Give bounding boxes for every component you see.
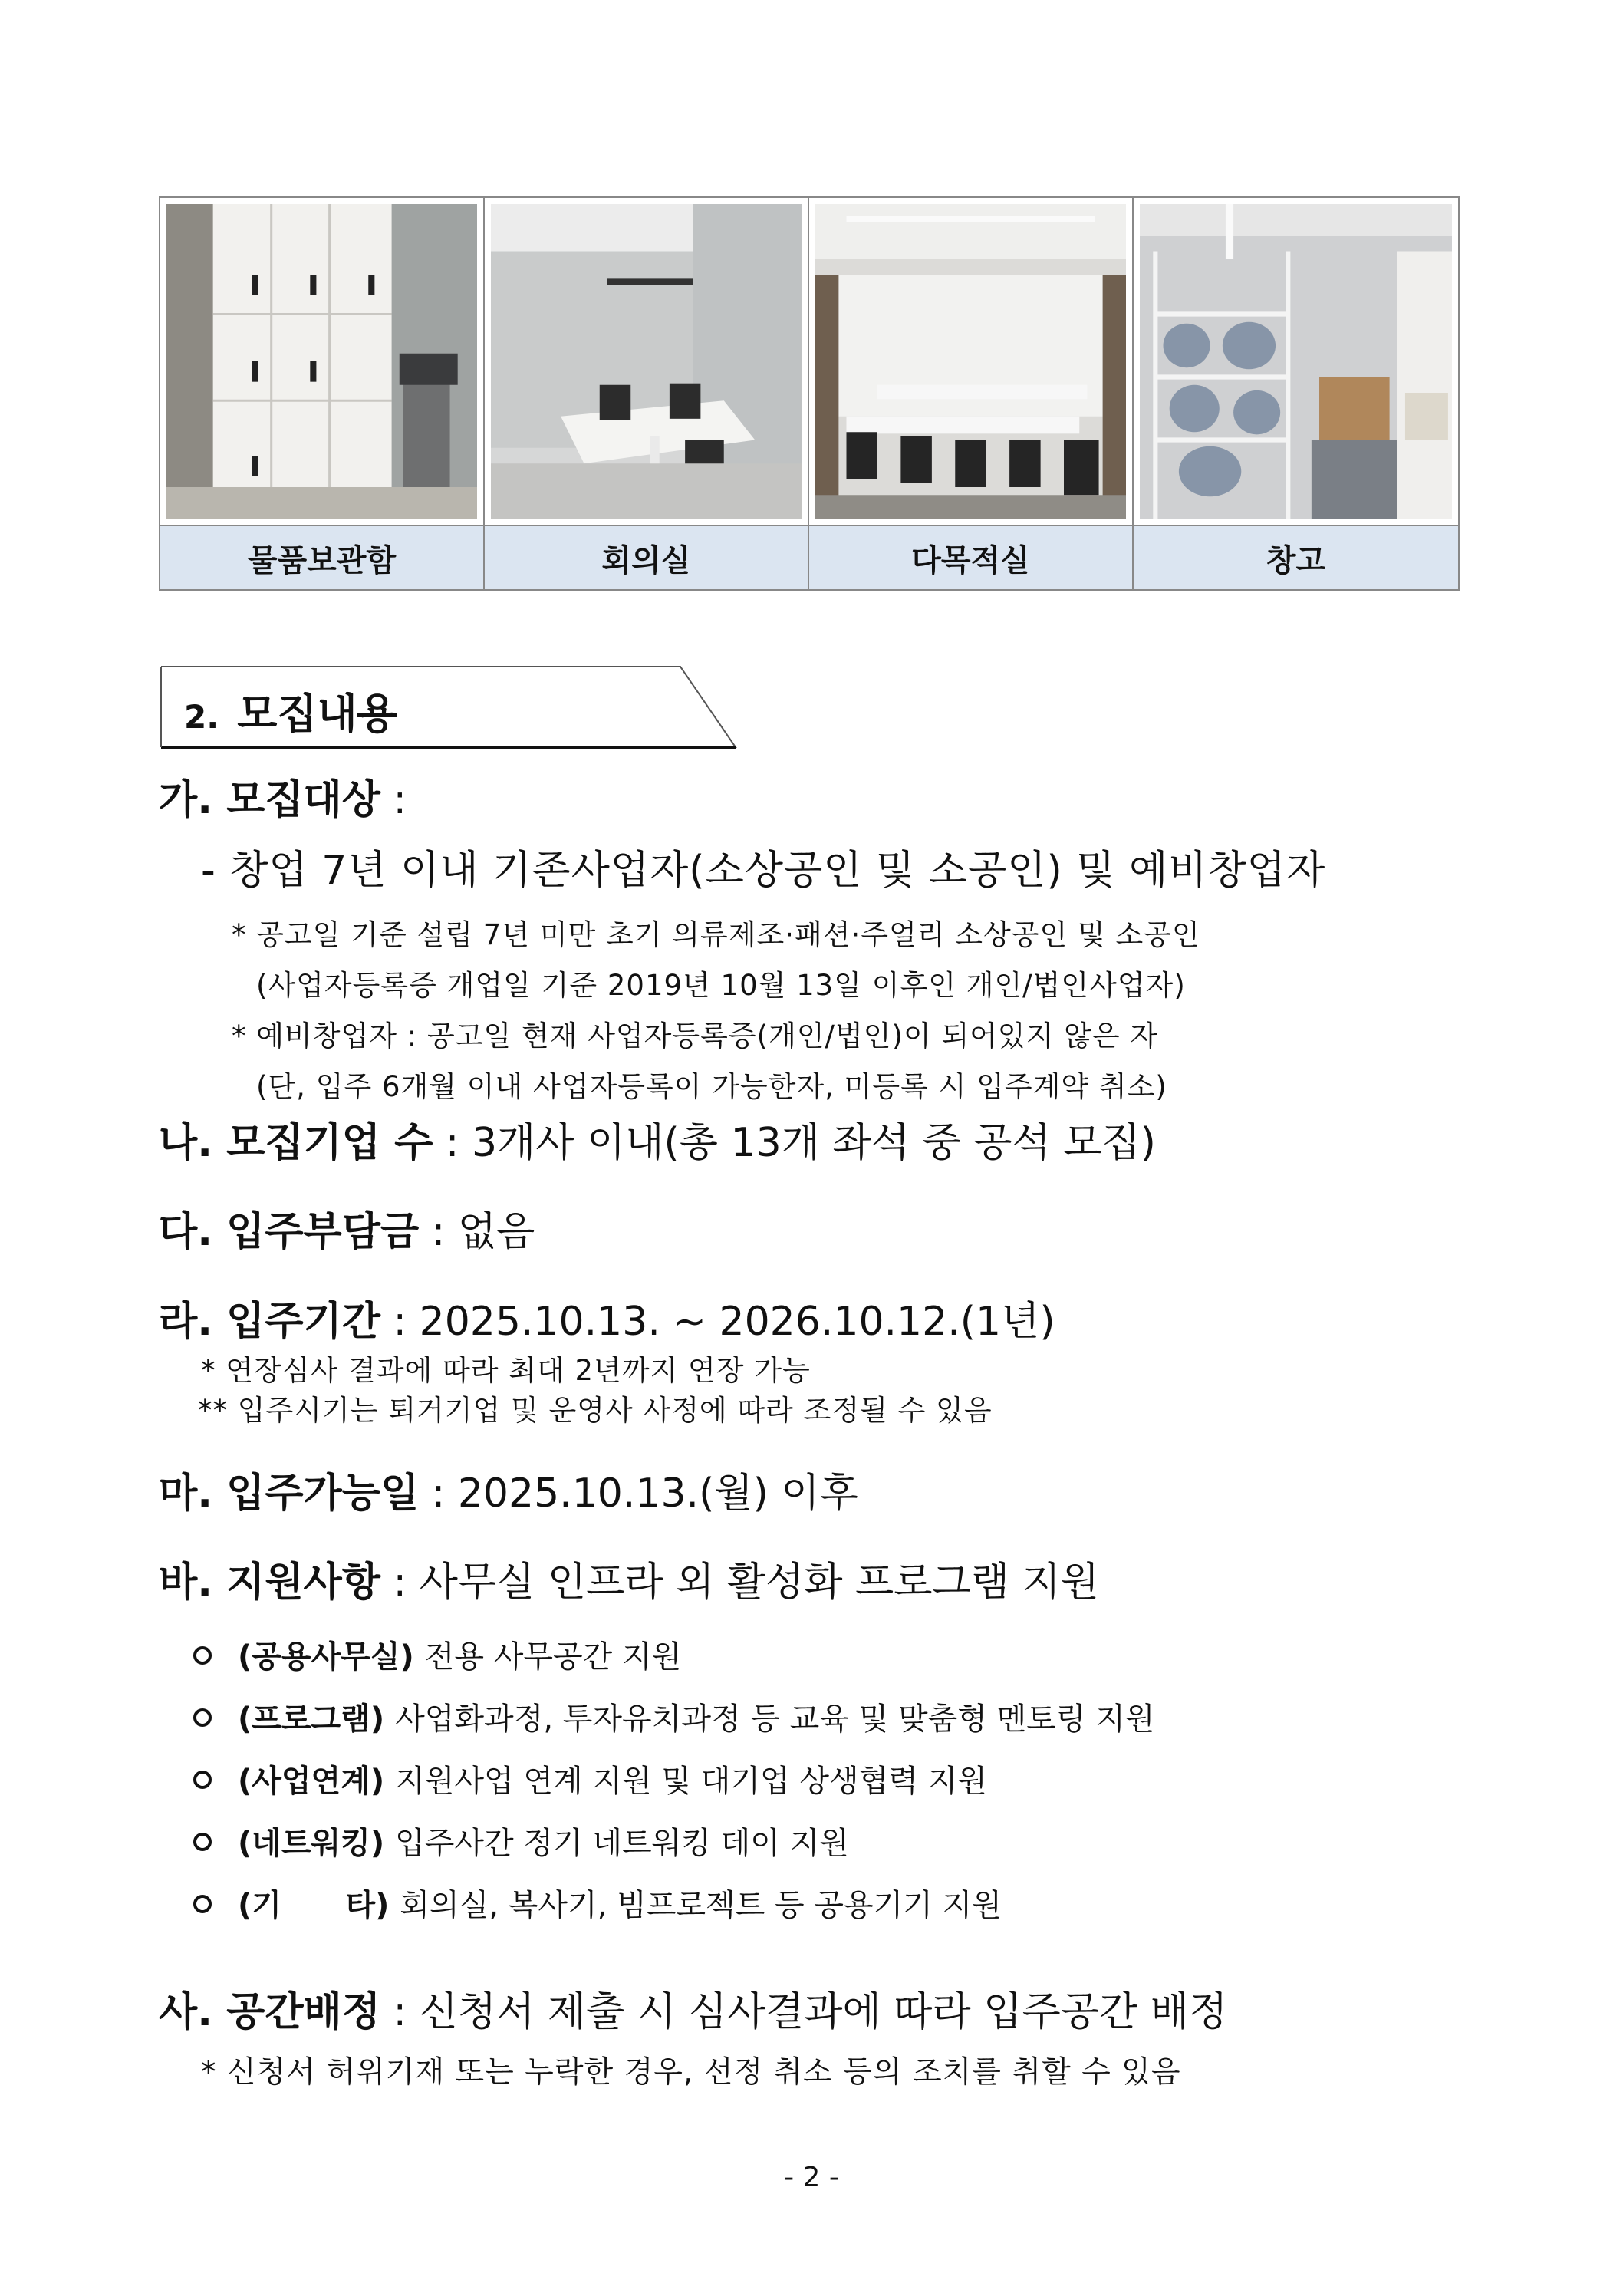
na-value: : 3개사 이내(총 13개 좌석 중 공석 모집) (433, 1120, 1156, 1166)
ra-note-2: ** 입주시기는 퇴거기업 및 운영사 사정에 따라 조정될 수 있음 (198, 1394, 993, 1427)
section-title-struck: 용 (357, 690, 397, 738)
ma-value: : 2025.10.13.(월) 이후 (419, 1471, 858, 1517)
photo-cell-meeting-room (485, 198, 809, 526)
ba-item (193, 1695, 1155, 1738)
ba-item (193, 1819, 849, 1863)
storage-photo (1140, 204, 1452, 519)
da-value: : 없음 (419, 1209, 535, 1255)
bullet-circle-icon (193, 1771, 212, 1789)
section-number: 2. (184, 698, 219, 736)
photo-cell-storage (1134, 198, 1458, 526)
ba-item-text: 사업화과정, 투자유치과정 등 교육 및 맞춤형 멘토링 지원 (395, 1701, 1155, 1737)
ba-item (193, 1881, 1002, 1925)
locker-photo (166, 204, 477, 519)
section-title-main: 모집내 (237, 690, 357, 738)
sa-value: : 신청서 제출 시 심사결과에 따라 입주공간 배정 (380, 1989, 1228, 2035)
ga-note-4: (단, 입주 6개월 이내 사업자등록이 가능한자, 미등록 시 입주계약 취소) (256, 1070, 1167, 1103)
ba-item-tag: (공용사무실) (238, 1639, 414, 1675)
ga-note-2: (사업자등록증 개업일 기준 2019년 10월 13일 이후인 개인/법인사업자) (256, 969, 1186, 1002)
ra-note-1: * 연장심사 결과에 따라 최대 2년까지 연장 가능 (201, 1354, 811, 1387)
na-label: 나. 모집기업 수 (159, 1120, 433, 1166)
ga-heading (159, 767, 407, 825)
ba-item-tag: (사업연계) (238, 1764, 385, 1799)
caption-locker: 물품보관함 (160, 526, 485, 589)
ga-note-1: * 공고일 기준 설립 7년 미만 초기 의류제조·패션·주얼리 소상공인 및 소공인 (232, 918, 1200, 951)
na-heading (159, 1110, 1156, 1168)
ba-item-tag: (프로그램) (238, 1701, 385, 1737)
ba-label: 바. 지원사항 (159, 1560, 381, 1606)
ba-item (193, 1757, 987, 1800)
ba-value: : 사무실 인프라 외 활성화 프로그램 지원 (380, 1560, 1099, 1606)
ra-label: 라. 입주기간 (159, 1299, 381, 1345)
photo-cell-multipurpose-room (809, 198, 1134, 526)
ba-item (193, 1632, 681, 1676)
ra-heading (159, 1289, 1055, 1346)
ma-heading (159, 1461, 858, 1518)
bullet-circle-icon (193, 1646, 212, 1665)
ba-item-text: 지원사업 연계 지원 및 대기업 상생협력 지원 (395, 1764, 987, 1799)
caption-storage: 창고 (1134, 526, 1458, 589)
bullet-circle-icon (193, 1833, 212, 1851)
ga-colon: : (380, 777, 407, 823)
multipurpose-room-photo (815, 204, 1126, 519)
ga-note-3: * 예비창업자 : 공고일 현재 사업자등록증(개인/법인)이 되어있지 않은 자 (232, 1020, 1159, 1052)
bullet-circle-icon (193, 1708, 212, 1727)
da-heading (159, 1199, 535, 1257)
sa-note: * 신청서 허위기재 또는 누락한 경우, 선정 취소 등의 조치를 취할 수 있음 (201, 2055, 1181, 2090)
caption-multipurpose-room: 다목적실 (809, 526, 1134, 589)
page-number: - 2 - (784, 2162, 839, 2193)
facility-photo-table (159, 196, 1460, 591)
ga-detail: - 창업 7년 이내 기존사업자(소상공인 및 소공인) 및 예비창업자 (201, 848, 1326, 894)
photo-cell-locker (160, 198, 485, 526)
ba-item-text: 입주사간 정기 네트워킹 데이 지원 (395, 1826, 849, 1861)
ba-item-tag: (기 타) (238, 1888, 390, 1923)
ba-heading (159, 1550, 1099, 1607)
ba-item-text: 전용 사무공간 지원 (424, 1639, 682, 1675)
meeting-room-photo (491, 204, 802, 519)
ma-label: 마. 입주가능일 (159, 1471, 420, 1517)
da-label: 다. 입주부담금 (159, 1209, 420, 1255)
ra-value: : 2025.10.13. ~ 2026.10.12.(1년) (380, 1299, 1055, 1345)
ba-item-text: 회의실, 복사기, 빔프로젝트 등 공용기기 지원 (400, 1888, 1002, 1923)
bullet-circle-icon (193, 1895, 212, 1913)
section-title (184, 681, 397, 740)
ba-item-tag: (네트워킹) (238, 1826, 385, 1861)
sa-heading (159, 1979, 1227, 2037)
caption-meeting-room: 회의실 (485, 526, 809, 589)
sa-label: 사. 공간배정 (159, 1989, 381, 2035)
ga-label: 가. 모집대상 (159, 777, 381, 823)
